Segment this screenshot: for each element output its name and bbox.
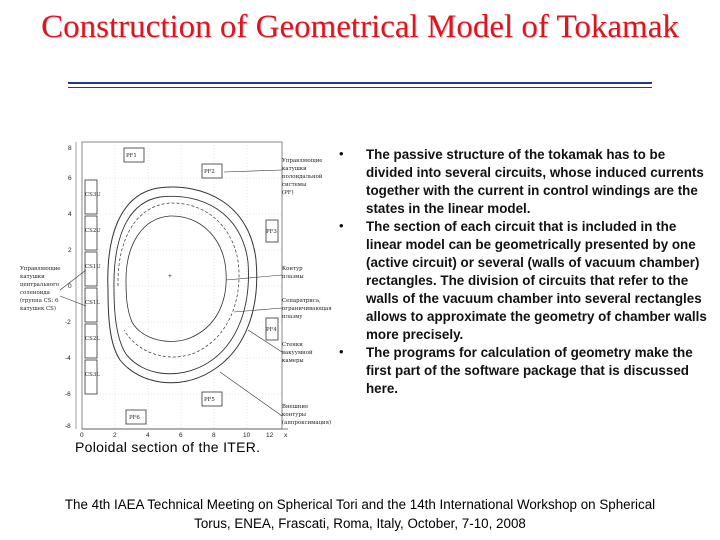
annotation-text: Управляющие: [20, 266, 61, 272]
footer: [30, 495, 690, 533]
footer-line-2: Torus, ENEA, Frascati, Roma, Italy, October, 7-10, 2008: [194, 516, 526, 531]
y-tick: -2: [65, 319, 71, 326]
bullet-text: The section of each circuit that is included in the linear model can be geometrically presented by one (active circuit) or several (walls of vacuum chamber) rectangles. The division of circuits that refer to the walls of the vacuum chamber into several rectangles allows to approximate the geometry of chamber walls more precisely.: [366, 219, 707, 342]
y-tick: 2: [68, 247, 72, 254]
y-tick: 6: [68, 175, 72, 182]
annotation-pf: [282, 158, 323, 196]
annotation-text: плазмы: [282, 274, 304, 280]
iter-poloidal-section-figure: [20, 140, 345, 440]
bullet-marker: •: [339, 146, 344, 161]
pf-label: PF4: [266, 327, 277, 333]
title-rule-bottom: [68, 87, 652, 88]
title-rule-top: [68, 82, 652, 84]
plot-grid: [82, 142, 282, 429]
annotation-text: центрального: [20, 282, 60, 288]
cs-label: CS3U: [85, 192, 101, 198]
annotation-vessel: [282, 342, 313, 364]
pf-label: PF6: [129, 415, 140, 421]
bullet-marker: •: [339, 344, 344, 359]
cs-label: CS2L: [85, 336, 100, 342]
pf-coils: [124, 148, 278, 424]
x-tick: 12: [266, 432, 274, 439]
annotation-text: ограничивающая: [282, 306, 332, 312]
separatrix-dashed: [118, 203, 239, 357]
pf-label: PF3: [266, 229, 277, 235]
annotation-text: Внешние: [282, 404, 309, 410]
y-tick: -6: [65, 391, 71, 398]
annotation-separatrix: [282, 298, 332, 320]
pf-label: PF1: [126, 153, 137, 159]
annotation-text: (группа CS: 6: [20, 298, 59, 304]
x-tick: 8: [212, 432, 216, 439]
annotation-left: [20, 266, 61, 312]
cs-label: CS1U: [85, 264, 101, 270]
x-tick: 10: [243, 432, 251, 439]
pf-label: PF2: [204, 169, 215, 175]
x-axis-ticks: [80, 432, 288, 439]
annotation-text: (аппроксимация): [282, 420, 332, 426]
annotation-text: катушки: [282, 166, 307, 172]
annotation-text: контуры: [282, 412, 307, 418]
bullet-item: [337, 344, 715, 398]
pf-coil-labels: [126, 153, 277, 421]
annotation-text: катушки: [20, 274, 45, 280]
annotation-text: (PF): [282, 190, 294, 196]
x-axis-label: x: [284, 432, 288, 439]
y-axis-ticks: [65, 145, 72, 430]
cs-label: CS1L: [85, 300, 100, 306]
annotation-text: катушек CS): [20, 306, 56, 312]
annotation-text: Управляющие: [282, 158, 323, 164]
annotation-text: вакуумной: [282, 350, 313, 356]
plasma-center-marker: +: [168, 273, 172, 280]
annotation-inner: [282, 404, 331, 426]
slide-title: Construction of Geometrical Model of Tokamak: [41, 9, 679, 45]
annotation-text: плазму: [282, 314, 303, 320]
annotation-text: Стенки: [282, 342, 303, 348]
plasma-boundary: [126, 216, 226, 342]
x-tick: 6: [179, 432, 183, 439]
bullet-marker: •: [339, 218, 344, 233]
figure-caption: Poloidal section of the ITER.: [75, 439, 261, 455]
x-tick: 0: [80, 432, 84, 439]
annotation-contour: [282, 266, 304, 280]
y-tick: 8: [68, 145, 72, 152]
cs-label: CS2U: [85, 228, 101, 234]
annotation-text: системы: [282, 182, 307, 188]
cs-label: CS3L: [85, 372, 100, 378]
annotation-text: соленоида: [20, 290, 50, 296]
bullet-item: [337, 218, 715, 344]
annotation-text: Сепаратриса,: [282, 298, 321, 304]
annotation-text: полоидальной: [282, 174, 323, 180]
bullet-text: The passive structure of the tokamak has to be divided into several circuits, whose induced currents together with the current in control windings are the states in the linear model.: [366, 147, 704, 216]
bullet-list: [337, 146, 715, 398]
y-tick: 4: [68, 211, 72, 218]
x-tick: 4: [146, 432, 150, 439]
y-tick: -4: [65, 355, 71, 362]
x-tick: 2: [113, 432, 117, 439]
y-tick: 0: [68, 283, 72, 290]
annotation-text: Контур: [282, 266, 303, 272]
footer-line-1: The 4th IAEA Technical Meeting on Spherical Tori and the 14th International Workshop on Spherical: [64, 497, 656, 512]
annotation-text: камеры: [282, 358, 304, 364]
pf-label: PF5: [204, 397, 215, 403]
bullet-item: [337, 146, 715, 218]
y-tick: -8: [65, 423, 71, 430]
bullet-text: The programs for calculation of geometry make the first part of the software package that is discussed here.: [366, 345, 693, 396]
central-solenoid: [85, 180, 97, 394]
